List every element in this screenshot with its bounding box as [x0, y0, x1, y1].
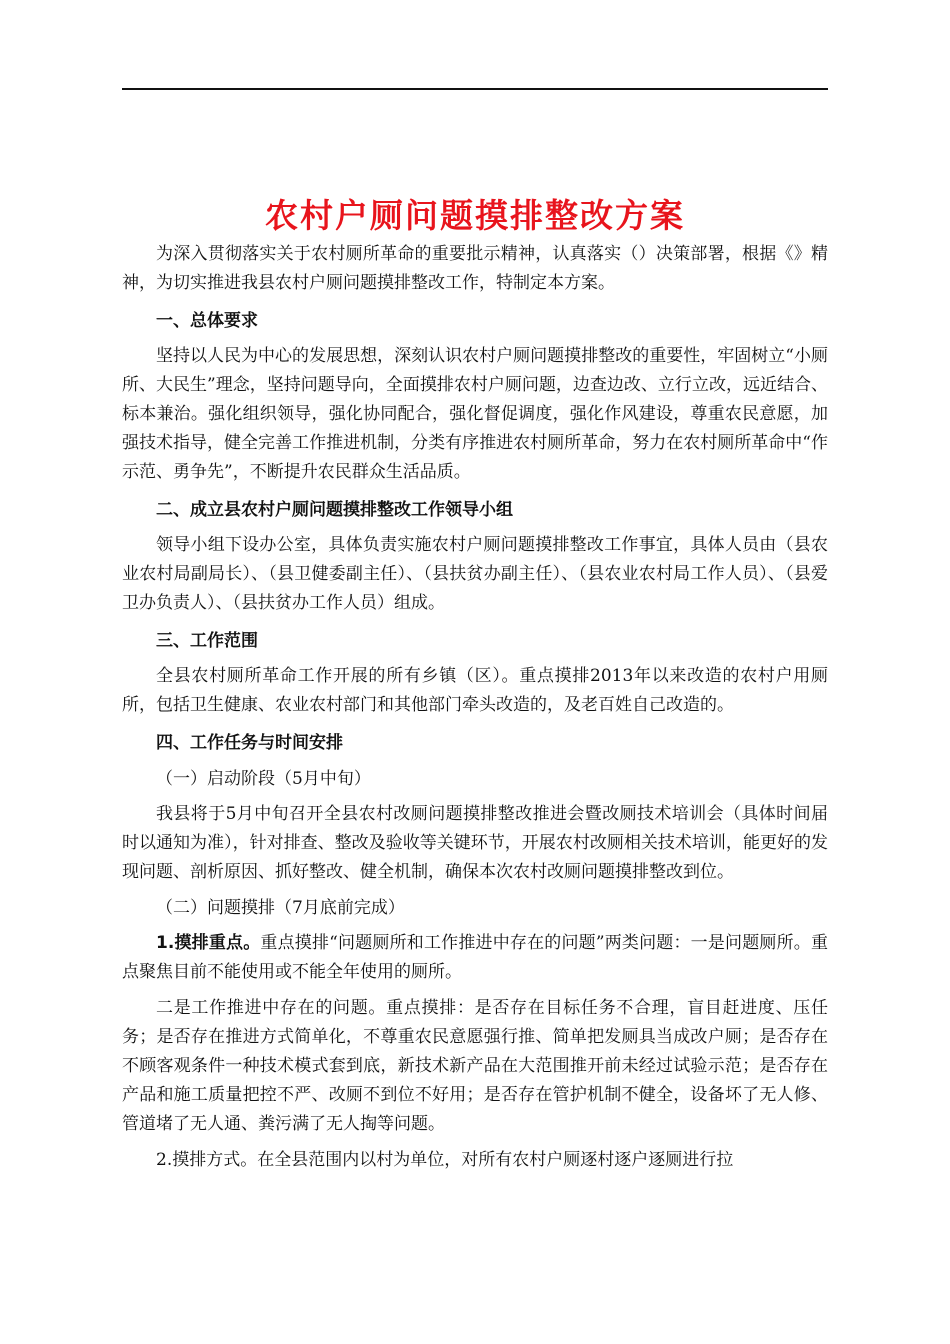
section-body-2: 领导小组下设办公室，具体负责实施农村户厕问题摸排整改工作事宜，具体人员由（县农业农村局副局长）、（县卫健委副主任）、（县扶贫办副主任）、（县农业农村局工作人员）、（县爱卫办负责人）、（县扶贫办工作人员）组成。 [122, 535, 828, 613]
document-title: 农村户厕问题摸排整改方案 [265, 196, 685, 235]
section-body-1: 坚持以人民为中心的发展思想，深刻认识农村户厕问题摸排整改的重要性，牢固树立“小厕所、大民生”理念，坚持问题导向，全面摸排农村户厕问题，边查边改、立行立改，远近结合、标本兼治。强化组织领导，强化协同配合，强化督促调度，强化作风建设，尊重农民意愿，加强技术指导，健全完善工作推进机制，分类有序推进农村厕所革命，努力在农村厕所革命中“作示范、勇争先”，不断提升农民群众生活品质。 [122, 346, 828, 482]
stage-2-title: （二）问题摸排（7月底前完成） [156, 898, 405, 918]
header-rule [122, 88, 828, 90]
section-heading-2: 二、成立县农村户厕问题摸排整改工作领导小组 [156, 500, 513, 520]
stage-1-body: 我县将于5月中旬召开全县农村改厕问题摸排整改推进会暨改厕技术培训会（具体时间届时以通知为准），针对排查、整改及验收等关键环节，开展农村改厕相关技术培训，能更好的发现问题、剖析原因、抓好整改、健全机制，确保本次农村改厕问题摸排整改到位。 [122, 804, 828, 882]
item-1-lead: 1.摸排重点。 [156, 933, 261, 953]
section-heading-3: 三、工作范围 [156, 631, 258, 651]
section-heading-4: 四、工作任务与时间安排 [156, 733, 343, 753]
item-1-continuation: 二是工作推进中存在的问题。重点摸排：是否存在目标任务不合理，盲目赶进度、压任务；是否存在推进方式简单化，不尊重农民意愿强行推、简单把发厕具当成改户厕；是否存在不顾客观条件一种技术模式套到底，新技术新产品在大范围推开前未经过试验示范；是否存在产品和施工质量把控不严、改厕不到位不好用；是否存在管护机制不健全，设备坏了无人修、管道堵了无人通、粪污满了无人掏等问题。 [122, 998, 828, 1134]
stage-1-title: （一）启动阶段（5月中旬） [156, 769, 371, 789]
item-2-body: 在全县范围内以村为单位，对所有农村户厕逐村逐户逐厕进行拉 [257, 1150, 734, 1170]
item-1-paragraph [122, 929, 828, 987]
item-2-lead: 2.摸排方式。 [156, 1150, 258, 1170]
item-2-paragraph [122, 1146, 828, 1175]
intro-paragraph: 为深入贯彻落实关于农村厕所革命的重要批示精神，认真落实（）决策部署，根据《》精神，为切实推进我县农村户厕问题摸排整改工作，特制定本方案。 [122, 244, 828, 293]
item-1-body: 重点摸排“问题厕所和工作推进中存在的问题”两类问题：一是问题厕所。重点聚焦目前不能使用或不能全年使用的厕所。 [122, 933, 828, 982]
section-body-3: 全县农村厕所革命工作开展的所有乡镇（区）。重点摸排2013年以来改造的农村户用厕所，包括卫生健康、农业农村部门和其他部门牵头改造的，及老百姓自己改造的。 [122, 666, 828, 715]
document-body [122, 240, 828, 1175]
section-heading-1: 一、总体要求 [156, 311, 258, 331]
